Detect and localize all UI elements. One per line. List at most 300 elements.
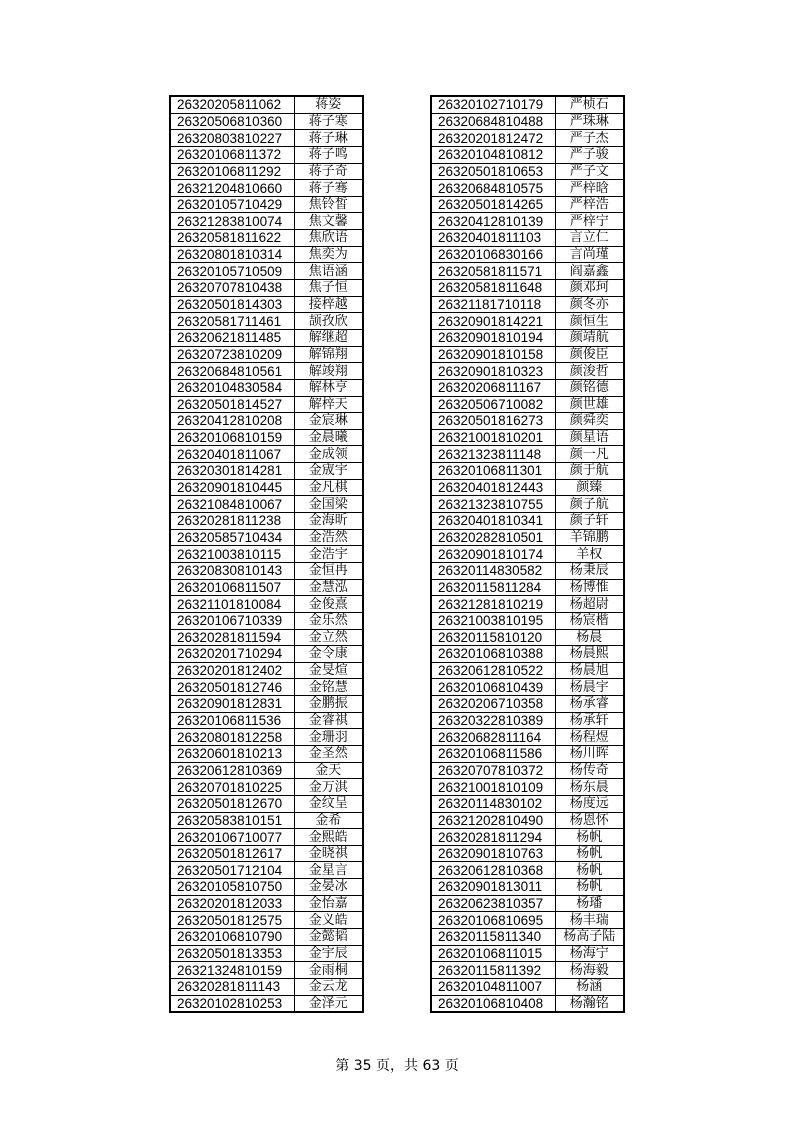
table-row: [431, 579, 624, 596]
candidate-name-cell: 蒋子鸣: [294, 146, 363, 163]
table-row: [170, 712, 363, 729]
candidate-name-cell: 杨璠: [555, 895, 624, 912]
table-row: [431, 845, 624, 862]
table-row: [431, 612, 624, 629]
table-row: [431, 246, 624, 263]
candidate-name-cell: 金天: [294, 762, 363, 779]
candidate-name-cell: 杨承睿: [555, 696, 624, 713]
candidate-id-cell: 26321204810660: [170, 180, 294, 197]
candidate-name-cell: 严梓宁: [555, 213, 624, 230]
candidate-name-cell: 严子杰: [555, 130, 624, 147]
candidate-id-cell: 26320501812575: [170, 912, 294, 929]
candidate-id-cell: 26321323811148: [431, 446, 555, 463]
table-row: [170, 246, 363, 263]
candidate-id-cell: 26320901810174: [431, 546, 555, 563]
candidate-name-cell: 金义皓: [294, 912, 363, 929]
candidate-name-cell: 严梓晗: [555, 180, 624, 197]
candidate-name-cell: 金浩宇: [294, 546, 363, 563]
candidate-id-cell: 26320501814303: [170, 296, 294, 313]
candidate-name-cell: 杨超尉: [555, 596, 624, 613]
table-row: [170, 263, 363, 280]
candidate-name-cell: 颜冬亦: [555, 296, 624, 313]
candidate-name-cell: 金宬宇: [294, 463, 363, 480]
candidate-id-cell: 26320106810695: [431, 912, 555, 929]
candidate-name-cell: 金纹呈: [294, 795, 363, 812]
candidate-id-cell: 26320801812258: [170, 729, 294, 746]
candidate-id-cell: 26321003810115: [170, 546, 294, 563]
candidate-name-cell: 颜世雄: [555, 396, 624, 413]
table-row: [170, 696, 363, 713]
candidate-id-cell: 26321101810084: [170, 596, 294, 613]
candidate-name-cell: 杨恩怀: [555, 812, 624, 829]
candidate-id-cell: 26320401811067: [170, 446, 294, 463]
table-row: [431, 945, 624, 962]
table-row: [170, 213, 363, 230]
candidate-name-cell: 杨涵: [555, 978, 624, 995]
candidate-id-cell: 26320901812831: [170, 696, 294, 713]
candidate-id-cell: 26320102810253: [170, 995, 294, 1012]
candidate-name-cell: 金晏冰: [294, 879, 363, 896]
candidate-id-cell: 26320803810227: [170, 130, 294, 147]
table-row: [431, 396, 624, 413]
table-row: [170, 513, 363, 530]
candidate-id-cell: 26320106811586: [431, 745, 555, 762]
candidate-id-cell: 26320501812617: [170, 845, 294, 862]
page-footer: 第 35 页，共 63 页: [335, 1058, 459, 1074]
candidate-id-cell: 26320901810194: [431, 329, 555, 346]
candidate-name-cell: 颜靖航: [555, 329, 624, 346]
candidate-name-cell: 颜星语: [555, 429, 624, 446]
table-row: [170, 829, 363, 846]
candidate-id-cell: 26320901810445: [170, 479, 294, 496]
roster-table-left-body: [170, 96, 363, 1012]
candidate-id-cell: 26320106710339: [170, 612, 294, 629]
candidate-name-cell: 严子骏: [555, 146, 624, 163]
candidate-name-cell: 金铭慧: [294, 679, 363, 696]
candidate-id-cell: 26320106811372: [170, 146, 294, 163]
candidate-id-cell: 26320723810209: [170, 346, 294, 363]
candidate-id-cell: 26320612810368: [431, 862, 555, 879]
candidate-name-cell: 金云龙: [294, 978, 363, 995]
table-row: [170, 463, 363, 480]
table-row: [431, 862, 624, 879]
candidate-name-cell: 金宸琳: [294, 413, 363, 430]
candidate-id-cell: 26320612810522: [431, 662, 555, 679]
candidate-name-cell: 金珊羽: [294, 729, 363, 746]
table-row: [170, 895, 363, 912]
candidate-id-cell: 26320684810561: [170, 363, 294, 380]
table-row: [431, 562, 624, 579]
candidate-id-cell: 26320801810314: [170, 246, 294, 263]
candidate-name-cell: 颜一凡: [555, 446, 624, 463]
table-row: [431, 879, 624, 896]
table-row: [431, 895, 624, 912]
candidate-name-cell: 杨承轩: [555, 712, 624, 729]
table-row: [170, 562, 363, 579]
candidate-name-cell: 杨晨: [555, 629, 624, 646]
table-row: [431, 546, 624, 563]
candidate-id-cell: 26320106811301: [431, 463, 555, 480]
candidate-name-cell: 焦语涵: [294, 263, 363, 280]
candidate-id-cell: 26320201812472: [431, 130, 555, 147]
candidate-id-cell: 26320581811648: [431, 280, 555, 297]
table-row: [170, 945, 363, 962]
table-row: [431, 429, 624, 446]
candidate-name-cell: 杨晨熙: [555, 646, 624, 663]
table-row: [170, 679, 363, 696]
table-row: [170, 329, 363, 346]
candidate-id-cell: 26320281811143: [170, 978, 294, 995]
table-row: [431, 96, 624, 113]
candidate-name-cell: 阎嘉鑫: [555, 263, 624, 280]
table-row: [170, 978, 363, 995]
candidate-id-cell: 26320102710179: [431, 96, 555, 113]
candidate-name-cell: 严桢石: [555, 96, 624, 113]
candidate-id-cell: 26320105810750: [170, 879, 294, 896]
candidate-id-cell: 26320701810225: [170, 779, 294, 796]
candidate-id-cell: 26320501814527: [170, 396, 294, 413]
table-row: [431, 662, 624, 679]
candidate-id-cell: 26321323810755: [431, 496, 555, 513]
candidate-name-cell: 颜子轩: [555, 513, 624, 530]
candidate-id-cell: 26320106830166: [431, 246, 555, 263]
candidate-name-cell: 杨晨旭: [555, 662, 624, 679]
candidate-name-cell: 杨高子陆: [555, 929, 624, 946]
candidate-id-cell: 26320282810501: [431, 529, 555, 546]
candidate-id-cell: 26320106810159: [170, 429, 294, 446]
candidate-id-cell: 26320106810790: [170, 929, 294, 946]
table-row: [431, 929, 624, 946]
candidate-name-cell: 严梓浩: [555, 196, 624, 213]
candidate-name-cell: 焦子恒: [294, 280, 363, 297]
candidate-name-cell: 金睿祺: [294, 712, 363, 729]
candidate-id-cell: 26320115811392: [431, 962, 555, 979]
table-row: [170, 113, 363, 130]
table-row: [431, 812, 624, 829]
candidate-id-cell: 26320830810143: [170, 562, 294, 579]
candidate-id-cell: 26320115810120: [431, 629, 555, 646]
candidate-name-cell: 杨帆: [555, 879, 624, 896]
candidate-name-cell: 蒋子寒: [294, 113, 363, 130]
candidate-id-cell: 26320114830582: [431, 562, 555, 579]
candidate-id-cell: 26320412810208: [170, 413, 294, 430]
candidate-id-cell: 26320106811507: [170, 579, 294, 596]
table-row: [431, 679, 624, 696]
table-row: [170, 196, 363, 213]
candidate-id-cell: 26320412810139: [431, 213, 555, 230]
candidate-id-cell: 26320205811062: [170, 96, 294, 113]
candidate-id-cell: 26320201710294: [170, 646, 294, 663]
table-row: [170, 612, 363, 629]
candidate-id-cell: 26321001810201: [431, 429, 555, 446]
candidate-name-cell: 蒋子奇: [294, 163, 363, 180]
candidate-id-cell: 26321324810159: [170, 962, 294, 979]
table-row: [170, 313, 363, 330]
candidate-name-cell: 金懿韬: [294, 929, 363, 946]
candidate-name-cell: 羊锦鹏: [555, 529, 624, 546]
table-row: [431, 995, 624, 1012]
table-row: [170, 879, 363, 896]
table-row: [431, 729, 624, 746]
candidate-name-cell: 颜邓珂: [555, 280, 624, 297]
table-row: [170, 862, 363, 879]
candidate-id-cell: 26320581711461: [170, 313, 294, 330]
roster-table-right-body: [431, 96, 624, 1012]
table-row: [431, 795, 624, 812]
candidate-name-cell: 杨帆: [555, 862, 624, 879]
candidate-id-cell: 26320684810488: [431, 113, 555, 130]
candidate-id-cell: 26320105710509: [170, 263, 294, 280]
table-row: [170, 296, 363, 313]
table-row: [431, 646, 624, 663]
candidate-name-cell: 杨博惟: [555, 579, 624, 596]
candidate-id-cell: 26320684810575: [431, 180, 555, 197]
candidate-name-cell: 解林亨: [294, 379, 363, 396]
table-row: [431, 496, 624, 513]
candidate-id-cell: 26320621811485: [170, 329, 294, 346]
candidate-id-cell: 26320501816273: [431, 413, 555, 430]
table-row: [170, 629, 363, 646]
candidate-name-cell: 金国梁: [294, 496, 363, 513]
candidate-name-cell: 颜舜奕: [555, 413, 624, 430]
candidate-id-cell: 26320206811167: [431, 379, 555, 396]
candidate-id-cell: 26320501813353: [170, 945, 294, 962]
table-row: [431, 596, 624, 613]
candidate-id-cell: 26320281811238: [170, 513, 294, 530]
candidate-name-cell: 杨帆: [555, 829, 624, 846]
table-row: [431, 146, 624, 163]
candidate-id-cell: 26320114830102: [431, 795, 555, 812]
candidate-id-cell: 26320115811340: [431, 929, 555, 946]
candidate-name-cell: 金晨曦: [294, 429, 363, 446]
table-row: [170, 762, 363, 779]
table-row: [431, 463, 624, 480]
table-row: [170, 396, 363, 413]
candidate-name-cell: 杨丰瑞: [555, 912, 624, 929]
candidate-id-cell: 26320901813011: [431, 879, 555, 896]
candidate-id-cell: 26320322810389: [431, 712, 555, 729]
candidate-id-cell: 26320104810812: [431, 146, 555, 163]
candidate-name-cell: 杨晨宇: [555, 679, 624, 696]
table-row: [170, 413, 363, 430]
candidate-id-cell: 26320901814221: [431, 313, 555, 330]
candidate-id-cell: 26320106710077: [170, 829, 294, 846]
table-row: [170, 596, 363, 613]
candidate-name-cell: 杨瀚铭: [555, 995, 624, 1012]
candidate-id-cell: 26320401811103: [431, 230, 555, 247]
candidate-id-cell: 26320281811294: [431, 829, 555, 846]
candidate-id-cell: 26320301814281: [170, 463, 294, 480]
table-row: [431, 280, 624, 297]
table-row: [170, 496, 363, 513]
candidate-name-cell: 金晓祺: [294, 845, 363, 862]
table-row: [170, 96, 363, 113]
candidate-id-cell: 26320501814265: [431, 196, 555, 213]
table-row: [431, 712, 624, 729]
table-row: [170, 845, 363, 862]
table-row: [170, 729, 363, 746]
candidate-id-cell: 26320612810369: [170, 762, 294, 779]
candidate-name-cell: 金圣然: [294, 745, 363, 762]
table-row: [431, 130, 624, 147]
candidate-name-cell: 金海昕: [294, 513, 363, 530]
candidate-id-cell: 26320201812402: [170, 662, 294, 679]
candidate-id-cell: 26320201812033: [170, 895, 294, 912]
candidate-id-cell: 26320901810323: [431, 363, 555, 380]
table-row: [170, 912, 363, 929]
candidate-id-cell: 26321003810195: [431, 612, 555, 629]
table-row: [431, 529, 624, 546]
candidate-id-cell: 26320106811292: [170, 163, 294, 180]
candidate-id-cell: 26320623810357: [431, 895, 555, 912]
table-row: [431, 912, 624, 929]
candidate-name-cell: 杨海宁: [555, 945, 624, 962]
table-row: [170, 529, 363, 546]
table-row: [431, 513, 624, 530]
candidate-name-cell: 杨秉辰: [555, 562, 624, 579]
candidate-name-cell: 杨宸楷: [555, 612, 624, 629]
candidate-name-cell: 金希: [294, 812, 363, 829]
candidate-id-cell: 26321281810219: [431, 596, 555, 613]
table-row: [431, 180, 624, 197]
candidate-name-cell: 金浩然: [294, 529, 363, 546]
candidate-id-cell: 26320707810372: [431, 762, 555, 779]
candidate-id-cell: 26320106810388: [431, 646, 555, 663]
table-row: [170, 230, 363, 247]
candidate-name-cell: 颜臻: [555, 479, 624, 496]
candidate-id-cell: 26320501812670: [170, 795, 294, 812]
candidate-id-cell: 26320104811007: [431, 978, 555, 995]
candidate-id-cell: 26321283810074: [170, 213, 294, 230]
candidate-name-cell: 金鹏振: [294, 696, 363, 713]
candidate-name-cell: 蒋子骞: [294, 180, 363, 197]
table-row: [170, 962, 363, 979]
candidate-name-cell: 焦文馨: [294, 213, 363, 230]
table-row: [170, 363, 363, 380]
table-row: [431, 829, 624, 846]
candidate-name-cell: 解竣翔: [294, 363, 363, 380]
table-row: [431, 479, 624, 496]
table-row: [431, 230, 624, 247]
candidate-id-cell: 26320105710429: [170, 196, 294, 213]
candidate-id-cell: 26320506810360: [170, 113, 294, 130]
table-row: [431, 346, 624, 363]
table-row: [170, 280, 363, 297]
candidate-name-cell: 解梓天: [294, 396, 363, 413]
table-row: [170, 745, 363, 762]
table-row: [170, 546, 363, 563]
table-row: [431, 379, 624, 396]
candidate-name-cell: 接梓越: [294, 296, 363, 313]
table-row: [170, 146, 363, 163]
table-row: [170, 662, 363, 679]
candidate-name-cell: 言尚瑾: [555, 246, 624, 263]
candidate-id-cell: 26320106810408: [431, 995, 555, 1012]
table-row: [170, 929, 363, 946]
table-row: [170, 579, 363, 596]
table-row: [431, 213, 624, 230]
candidate-id-cell: 26320583810151: [170, 812, 294, 829]
candidate-id-cell: 26320401812443: [431, 479, 555, 496]
table-row: [431, 263, 624, 280]
table-row: [431, 745, 624, 762]
candidate-name-cell: 焦奕为: [294, 246, 363, 263]
table-row: [431, 779, 624, 796]
candidate-id-cell: 26320106810439: [431, 679, 555, 696]
table-row: [170, 995, 363, 1012]
candidate-id-cell: 26320115811284: [431, 579, 555, 596]
candidate-name-cell: 金旻煊: [294, 662, 363, 679]
candidate-name-cell: 言立仁: [555, 230, 624, 247]
candidate-name-cell: 蒋姿: [294, 96, 363, 113]
candidate-name-cell: 颜恒生: [555, 313, 624, 330]
candidate-name-cell: 羊权: [555, 546, 624, 563]
candidate-name-cell: 解继超: [294, 329, 363, 346]
candidate-id-cell: 26320901810763: [431, 845, 555, 862]
candidate-name-cell: 解锦翔: [294, 346, 363, 363]
table-row: [431, 163, 624, 180]
table-row: [431, 696, 624, 713]
table-row: [431, 962, 624, 979]
candidate-id-cell: 26320682811164: [431, 729, 555, 746]
candidate-id-cell: 26320585710434: [170, 529, 294, 546]
candidate-name-cell: 颜子航: [555, 496, 624, 513]
candidate-name-cell: 严珠琳: [555, 113, 624, 130]
table-row: [170, 779, 363, 796]
candidate-name-cell: 金雨桐: [294, 962, 363, 979]
candidate-name-cell: 颜于航: [555, 463, 624, 480]
roster-table-right: [430, 95, 625, 1013]
table-row: [170, 346, 363, 363]
table-row: [170, 446, 363, 463]
candidate-id-cell: 26320601810213: [170, 745, 294, 762]
table-row: [170, 479, 363, 496]
candidate-name-cell: 金令康: [294, 646, 363, 663]
table-row: [431, 329, 624, 346]
table-row: [431, 446, 624, 463]
candidate-id-cell: 26320106811015: [431, 945, 555, 962]
candidate-name-cell: 杨程煜: [555, 729, 624, 746]
table-row: [170, 130, 363, 147]
candidate-id-cell: 26320206710358: [431, 696, 555, 713]
table-row: [431, 413, 624, 430]
candidate-name-cell: 杨海毅: [555, 962, 624, 979]
candidate-id-cell: 26320901810158: [431, 346, 555, 363]
roster-table-left: [169, 95, 364, 1013]
table-row: [170, 163, 363, 180]
table-row: [170, 795, 363, 812]
candidate-name-cell: 金俊熹: [294, 596, 363, 613]
candidate-name-cell: 颜铭德: [555, 379, 624, 396]
candidate-name-cell: 颜浚哲: [555, 363, 624, 380]
table-row: [170, 429, 363, 446]
table-row: [431, 363, 624, 380]
candidate-id-cell: 26320501810653: [431, 163, 555, 180]
candidate-id-cell: 26320506710082: [431, 396, 555, 413]
candidate-id-cell: 26321202810490: [431, 812, 555, 829]
table-row: [170, 379, 363, 396]
candidate-name-cell: 金宇辰: [294, 945, 363, 962]
candidate-name-cell: 金星言: [294, 862, 363, 879]
candidate-name-cell: 金恒冉: [294, 562, 363, 579]
candidate-name-cell: 金乐然: [294, 612, 363, 629]
candidate-name-cell: 严子文: [555, 163, 624, 180]
table-row: [431, 762, 624, 779]
candidate-name-cell: 金凡棋: [294, 479, 363, 496]
candidate-name-cell: 杨传奇: [555, 762, 624, 779]
table-row: [431, 296, 624, 313]
candidate-id-cell: 26320707810438: [170, 280, 294, 297]
